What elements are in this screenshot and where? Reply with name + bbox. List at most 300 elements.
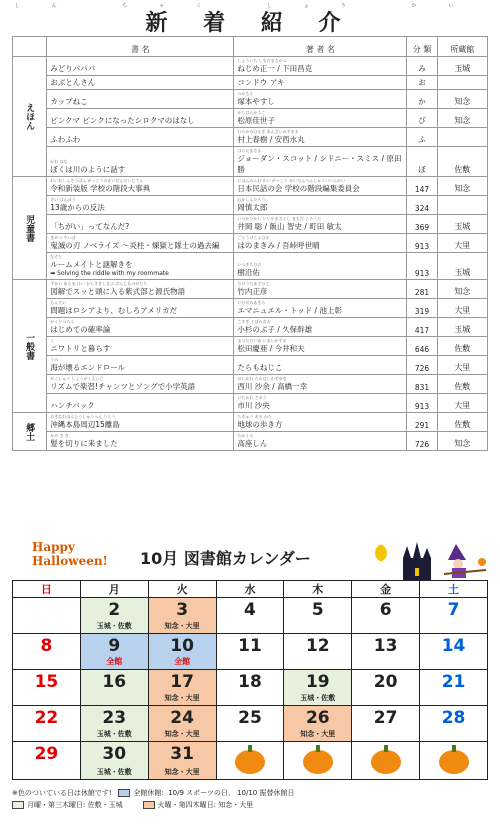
- happy-text: Happy: [32, 540, 75, 554]
- book-location: 大里: [454, 401, 471, 410]
- book-row: [13, 57, 488, 76]
- book-class-cell: [407, 109, 437, 128]
- day-number: 7: [447, 600, 460, 620]
- calendar-day: [216, 634, 284, 670]
- legend-note: ※色のついている日は休館です!: [12, 789, 112, 797]
- col-class: 分 類: [407, 37, 437, 57]
- book-location-cell: [437, 147, 487, 177]
- book-location-cell: [437, 196, 487, 215]
- calendar-day: [352, 634, 420, 670]
- book-author: たらもねじこ: [237, 363, 283, 372]
- book-author: コンドウ アキ: [237, 78, 285, 87]
- book-class: 319: [414, 307, 430, 316]
- book-class: 291: [414, 421, 430, 430]
- book-class: 913: [414, 269, 430, 278]
- book-location: 佐敷: [454, 382, 471, 391]
- book-author: 松原佳世子: [237, 116, 275, 125]
- title-ruby: かくりつろん: [50, 319, 75, 324]
- legend-all-label: 全館休館:: [133, 789, 164, 797]
- day-number: 20: [373, 672, 398, 692]
- book-author: 村上春樹 / 安西水丸: [237, 135, 305, 144]
- book-author-cell: [234, 280, 407, 299]
- book-class-cell: [407, 234, 437, 253]
- book-author-cell: [234, 337, 407, 356]
- day-number: 16: [102, 672, 127, 692]
- book-class-cell: [407, 394, 437, 413]
- book-author: 塚本やすし: [237, 97, 275, 106]
- legend-orange-text: 火曜・第四木曜日: 知念・大里: [157, 801, 254, 809]
- book-location-cell: [437, 299, 487, 318]
- calendar-day: [216, 598, 284, 634]
- day-number: 5: [311, 600, 324, 620]
- book-author: ねじめ正一 / 下田昌克: [237, 64, 313, 73]
- book-location-cell: [437, 432, 487, 451]
- legend-green-text: 月曜・第三木曜日: 佐敷・玉城: [27, 801, 123, 809]
- book-class-cell: [407, 432, 437, 451]
- book-location: 佐敷: [454, 165, 471, 174]
- book-class: 369: [414, 223, 430, 232]
- author-ruby: むらかみはるき あんざいみずまる: [237, 129, 299, 134]
- book-class: ぴ: [418, 116, 426, 125]
- day-number: 12: [305, 636, 330, 656]
- calendar-week: [13, 634, 488, 670]
- author-ruby: たかくら: [237, 433, 254, 438]
- book-class-cell: [407, 318, 437, 337]
- book-location: 玉城: [454, 268, 471, 277]
- book-row: [13, 413, 488, 432]
- title-ruby: もんだい: [50, 300, 67, 305]
- calendar-day: [352, 670, 420, 706]
- witch-icon: [442, 542, 488, 580]
- calendar-week: [13, 706, 488, 742]
- col-category: [13, 37, 47, 57]
- title-ruby: なぞと: [50, 254, 63, 259]
- calendar-day: [148, 634, 216, 670]
- book-title-cell: [47, 234, 234, 253]
- book-title: 髪を切りに来ました: [50, 439, 118, 448]
- book-location-cell: [437, 128, 487, 147]
- book-author-cell: [234, 432, 407, 451]
- day-number: 17: [170, 672, 194, 692]
- book-author: 岡慎太郎: [237, 203, 268, 212]
- day-number: 2: [108, 600, 121, 620]
- book-title-cell: [47, 299, 234, 318]
- book-row: [13, 109, 488, 128]
- book-location: 知念: [454, 287, 471, 296]
- title-ruby: かわ はな: [50, 159, 68, 164]
- closed-branches: 知念・大里: [164, 694, 200, 702]
- book-location-cell: [437, 90, 487, 109]
- day-number: 29: [34, 744, 59, 764]
- book-location: 大里: [454, 363, 471, 372]
- book-row: [13, 234, 488, 253]
- day-number: 6: [379, 600, 392, 620]
- col-author: 著 者 名: [234, 37, 407, 57]
- calendar-day: [80, 634, 148, 670]
- day-number: 25: [238, 708, 262, 728]
- book-class: ぼ: [418, 165, 426, 174]
- calendar-day: [80, 598, 148, 634]
- book-class-cell: [407, 337, 437, 356]
- book-author-cell: [234, 177, 407, 196]
- legend-orange-swatch: [143, 801, 155, 809]
- weekday-label: 土: [420, 581, 488, 598]
- calendar-day: [284, 706, 352, 742]
- title-ruby: うみ: [50, 357, 59, 362]
- author-ruby: しょういち しもだまさかつ: [237, 58, 287, 63]
- book-title-cell: [47, 109, 234, 128]
- day-number: 18: [238, 672, 262, 692]
- book-author: 松田慶亜 / 今井和夫: [237, 344, 305, 353]
- book-row: [13, 215, 488, 234]
- calendar-day: [284, 670, 352, 706]
- book-author: 西川 沙余 / 高橋一幸: [237, 382, 308, 391]
- book-class-cell: [407, 76, 437, 90]
- book-title: みどりパパバ: [50, 64, 96, 73]
- halloween-text: Halloween!: [32, 554, 108, 568]
- title-ruby: れいわしんそうばん がっこうのかいだんだいじてん: [50, 178, 144, 183]
- calendar-day: [216, 706, 284, 742]
- weekday-label: 日: [13, 581, 81, 598]
- book-title: ぼくは川のように話す: [50, 165, 126, 174]
- book-title: ふわふわ: [50, 135, 81, 144]
- book-title-cell: [47, 196, 234, 215]
- book-title-cell: [47, 337, 234, 356]
- pumpkin-icon: [371, 750, 401, 774]
- calendar-day: [420, 634, 488, 670]
- book-title: 鬼滅の刃 ノベライズ ～炎柱・煉獄と隊士の過去編: [50, 241, 220, 250]
- book-location: 玉城: [454, 325, 471, 334]
- book-author-cell: [234, 299, 407, 318]
- book-location-cell: [437, 280, 487, 299]
- day-number: 11: [238, 636, 262, 656]
- book-title-cell: [47, 318, 234, 337]
- calendar-day: [352, 742, 420, 780]
- book-class: 913: [414, 242, 430, 251]
- book-author: 小杉のぶ子 / 久保幹雄: [237, 325, 313, 334]
- closed-branches: 知念・大里: [164, 622, 200, 630]
- weekday-label: 火: [148, 581, 216, 598]
- book-location: 佐敷: [454, 344, 471, 353]
- book-class: 147: [414, 185, 430, 194]
- col-title: 書 名: [47, 37, 234, 57]
- weekday-label: 金: [352, 581, 420, 598]
- book-note: ➡ Solving the riddle with my roommate: [50, 270, 169, 277]
- calendar-day: [80, 742, 148, 780]
- book-location-cell: [437, 76, 487, 90]
- book-author: 日本民話の会 学校の階段編集委員会: [237, 184, 360, 193]
- book-author-cell: [234, 215, 407, 234]
- title-ruby: く: [50, 338, 55, 343]
- book-author-cell: [234, 394, 407, 413]
- author-ruby: にしかわ たかはしかずゆき: [237, 376, 287, 381]
- book-title: 「ちがい」ってなんだ?: [50, 222, 130, 231]
- book-class: お: [418, 78, 426, 87]
- book-class: か: [418, 97, 426, 106]
- book-class: 646: [414, 345, 430, 354]
- author-ruby: かしはらかよこ: [237, 110, 266, 115]
- book-author-cell: [234, 128, 407, 147]
- book-location: 大里: [454, 241, 471, 250]
- castle-icon: [397, 542, 437, 580]
- calendar-header: [12, 538, 488, 580]
- new-books-table: [12, 36, 488, 451]
- book-row: [13, 432, 488, 451]
- day-number: 9: [108, 636, 121, 656]
- author-ruby: はらだまさる: [237, 148, 262, 153]
- day-number: 30: [102, 744, 127, 764]
- weekday-label: 木: [284, 581, 352, 598]
- book-location-cell: [437, 215, 487, 234]
- book-author-cell: [234, 318, 407, 337]
- book-class: 726: [414, 440, 430, 449]
- book-title: 13歳からの反法: [50, 203, 105, 212]
- author-ruby: まつだけいあ いまいかずお: [237, 338, 287, 343]
- day-number: 24: [170, 708, 194, 728]
- calendar-day: [284, 634, 352, 670]
- book-class-cell: [407, 253, 437, 280]
- book-author: 井岡 聡 / 飯山 智史 / 町田 敏太: [237, 222, 342, 231]
- closed-branches: 玉城・佐敷: [300, 694, 336, 702]
- book-class-cell: [407, 413, 437, 432]
- title-ruby: しん ちゃく しょう かい: [14, 3, 486, 9]
- book-title: おぶとんさん: [50, 78, 96, 87]
- book-author: 竹内正彦: [237, 287, 268, 296]
- book-author: 市川 沙央: [237, 401, 270, 410]
- book-title: リズムで楽習!チャンツとソングで小学英語: [50, 382, 196, 391]
- day-number: 19: [305, 672, 330, 692]
- day-number: 27: [373, 708, 398, 728]
- day-number: 21: [441, 672, 466, 692]
- book-location: 知念: [454, 439, 471, 448]
- book-class-cell: [407, 280, 437, 299]
- book-row: [13, 337, 488, 356]
- book-title: 沖縄本島周辺15離島: [50, 420, 120, 429]
- day-number: 26: [305, 708, 330, 728]
- author-ruby: たけうちまさひこ: [237, 281, 270, 286]
- book-author: ジョーダン・スコット / シドニー・スミス / 原田勝: [237, 154, 402, 174]
- author-ruby: おかしんたろう: [237, 197, 266, 202]
- book-title: 図解でスッと頭に入る紫式部と源氏物語: [50, 287, 186, 296]
- book-author: はのまきみ / 吾峠呼世晴: [237, 241, 320, 250]
- page-title: [0, 3, 500, 37]
- closed-branches: 玉城・佐敷: [96, 768, 132, 776]
- category-label: えほん: [13, 57, 47, 177]
- book-class-cell: [407, 57, 437, 76]
- book-location: 佐敷: [454, 420, 471, 429]
- closed-branches: 玉城・佐敷: [96, 730, 132, 738]
- day-number: 8: [40, 636, 53, 656]
- calendar-day: [216, 670, 284, 706]
- library-calendar: [12, 538, 488, 780]
- book-title-cell: [47, 280, 234, 299]
- book-location-cell: [437, 394, 487, 413]
- calendar-day: [148, 670, 216, 706]
- closed-branches: 玉城・佐敷: [96, 622, 132, 630]
- book-author-cell: [234, 147, 407, 177]
- book-location-cell: [437, 356, 487, 375]
- book-author: 樹沿佑: [237, 268, 260, 277]
- book-class: ふ: [418, 135, 426, 144]
- book-author-cell: [234, 413, 407, 432]
- book-title-cell: [47, 128, 234, 147]
- title-ruby: さい はんぽう: [50, 197, 76, 202]
- book-title-cell: [47, 432, 234, 451]
- book-title-cell: [47, 413, 234, 432]
- title-ruby: きめつ やいば: [50, 235, 76, 240]
- calendar-day: [80, 706, 148, 742]
- day-number: 14: [441, 636, 466, 656]
- book-title: 令和新装版 学校の階段大事典: [50, 184, 151, 193]
- book-location-cell: [437, 375, 487, 394]
- title-ruby: がくしゅう しょうがくえいご: [50, 376, 104, 381]
- closed-branches: 知念・大里: [300, 730, 336, 738]
- book-row: [13, 253, 488, 280]
- book-row: [13, 318, 488, 337]
- book-location-cell: [437, 234, 487, 253]
- calendar-week: [13, 742, 488, 780]
- moon-icon: [375, 544, 393, 562]
- pumpkin-icon: [235, 750, 265, 774]
- book-row: [13, 280, 488, 299]
- calendar-legend: [12, 787, 488, 811]
- book-class-cell: [407, 356, 437, 375]
- book-author: エマニュエル・トッド / 池上彰: [237, 306, 342, 315]
- weekday-label: 水: [216, 581, 284, 598]
- day-number: 10: [170, 636, 194, 656]
- day-number: 22: [34, 708, 59, 728]
- book-class: 831: [414, 383, 430, 392]
- calendar-day: [420, 598, 488, 634]
- legend-all-text: 10/9 スポーツの日、 10/10 振替休館日: [168, 789, 295, 797]
- title-ruby: おきなわほんとうしゅうへん りとう: [50, 414, 116, 419]
- calendar-day: [420, 742, 488, 780]
- book-row: [13, 177, 488, 196]
- calendar-day: [284, 742, 352, 780]
- book-title: ルームメイトと謎解きを: [50, 260, 133, 269]
- book-class-cell: [407, 128, 437, 147]
- book-title-cell: [47, 147, 234, 177]
- book-location-cell: [437, 318, 487, 337]
- book-class-cell: [407, 177, 437, 196]
- book-author-cell: [234, 109, 407, 128]
- author-ruby: こすぎ くぼみきお: [237, 319, 271, 324]
- book-title: カップねこ: [50, 97, 88, 106]
- book-class-cell: [407, 196, 437, 215]
- pumpkin-icon: [439, 750, 469, 774]
- book-class-cell: [407, 147, 437, 177]
- closed-branches: 全館: [106, 657, 123, 666]
- calendar-grid: [12, 580, 488, 780]
- book-class-cell: [407, 90, 437, 109]
- closed-branches: 知念・大里: [164, 768, 200, 776]
- book-title-cell: [47, 375, 234, 394]
- book-row: [13, 76, 488, 90]
- book-author-cell: [234, 90, 407, 109]
- calendar-day: [13, 598, 81, 634]
- book-class: 726: [414, 364, 430, 373]
- calendar-week: [13, 598, 488, 634]
- day-number: 4: [244, 600, 256, 620]
- weekday-label: 月: [80, 581, 148, 598]
- calendar-day: [148, 706, 216, 742]
- book-title-cell: [47, 215, 234, 234]
- author-ruby: いつきちひろ: [237, 262, 262, 267]
- pumpkin-icon: [303, 750, 333, 774]
- calendar-day: [13, 742, 81, 780]
- day-number: 23: [102, 708, 127, 728]
- author-ruby: いけがみあきら: [237, 300, 266, 305]
- book-title: ハンチバック: [50, 401, 95, 410]
- author-ruby: ちきゅう ある かた: [237, 414, 272, 419]
- book-location-cell: [437, 413, 487, 432]
- calendar-day: [420, 706, 488, 742]
- book-location-cell: [437, 253, 487, 280]
- calendar-day: [148, 742, 216, 780]
- calendar-day: [13, 706, 81, 742]
- closed-branches: 知念・大里: [164, 730, 200, 738]
- book-title: 問題はロシアより、むしろアメリカだ: [50, 306, 178, 315]
- book-row: [13, 299, 488, 318]
- legend-all-swatch: [118, 789, 130, 797]
- book-row: [13, 90, 488, 109]
- book-location-cell: [437, 177, 487, 196]
- book-class-cell: [407, 299, 437, 318]
- category-label: 児童書: [13, 177, 47, 280]
- book-author-cell: [234, 57, 407, 76]
- book-location: 大里: [454, 306, 471, 315]
- book-location: 知念: [454, 97, 471, 106]
- book-author-cell: [234, 375, 407, 394]
- calendar-day: [80, 670, 148, 706]
- calendar-day: [420, 670, 488, 706]
- book-title-cell: [47, 394, 234, 413]
- book-location: 玉城: [454, 222, 471, 231]
- calendar-day: [216, 742, 284, 780]
- calendar-day: [13, 634, 81, 670]
- category-label: 郷土: [13, 413, 47, 451]
- book-location-cell: [437, 57, 487, 76]
- book-class-cell: [407, 215, 437, 234]
- book-location: 知念: [454, 184, 471, 193]
- book-title: ピンクマ ピンクになったシロクマのはなし: [50, 116, 195, 125]
- book-class: 417: [414, 326, 430, 335]
- day-number: 3: [176, 600, 189, 620]
- book-row: [13, 375, 488, 394]
- calendar-week: [13, 670, 488, 706]
- calendar-day: [13, 670, 81, 706]
- category-label: 一般書: [13, 280, 47, 413]
- author-ruby: いづかたかし いいやまさとし まちだ ころうた: [237, 216, 322, 221]
- author-ruby: ごとうげこよはる: [237, 235, 270, 240]
- book-row: [13, 147, 488, 177]
- author-ruby: つかもと: [237, 91, 254, 96]
- title-text: 新 着 紹 介: [145, 11, 355, 36]
- book-title-cell: [47, 177, 234, 196]
- book-title: はじめての確率論: [50, 325, 111, 334]
- book-author-cell: [234, 356, 407, 375]
- book-class-cell: [407, 375, 437, 394]
- book-title-cell: [47, 253, 234, 280]
- book-author-cell: [234, 234, 407, 253]
- col-location: 所蔵館: [437, 37, 487, 57]
- book-row: [13, 356, 488, 375]
- book-author-cell: [234, 253, 407, 280]
- book-location: 玉城: [454, 64, 471, 73]
- book-author-cell: [234, 76, 407, 90]
- book-class: 913: [414, 402, 430, 411]
- calendar-day: [284, 598, 352, 634]
